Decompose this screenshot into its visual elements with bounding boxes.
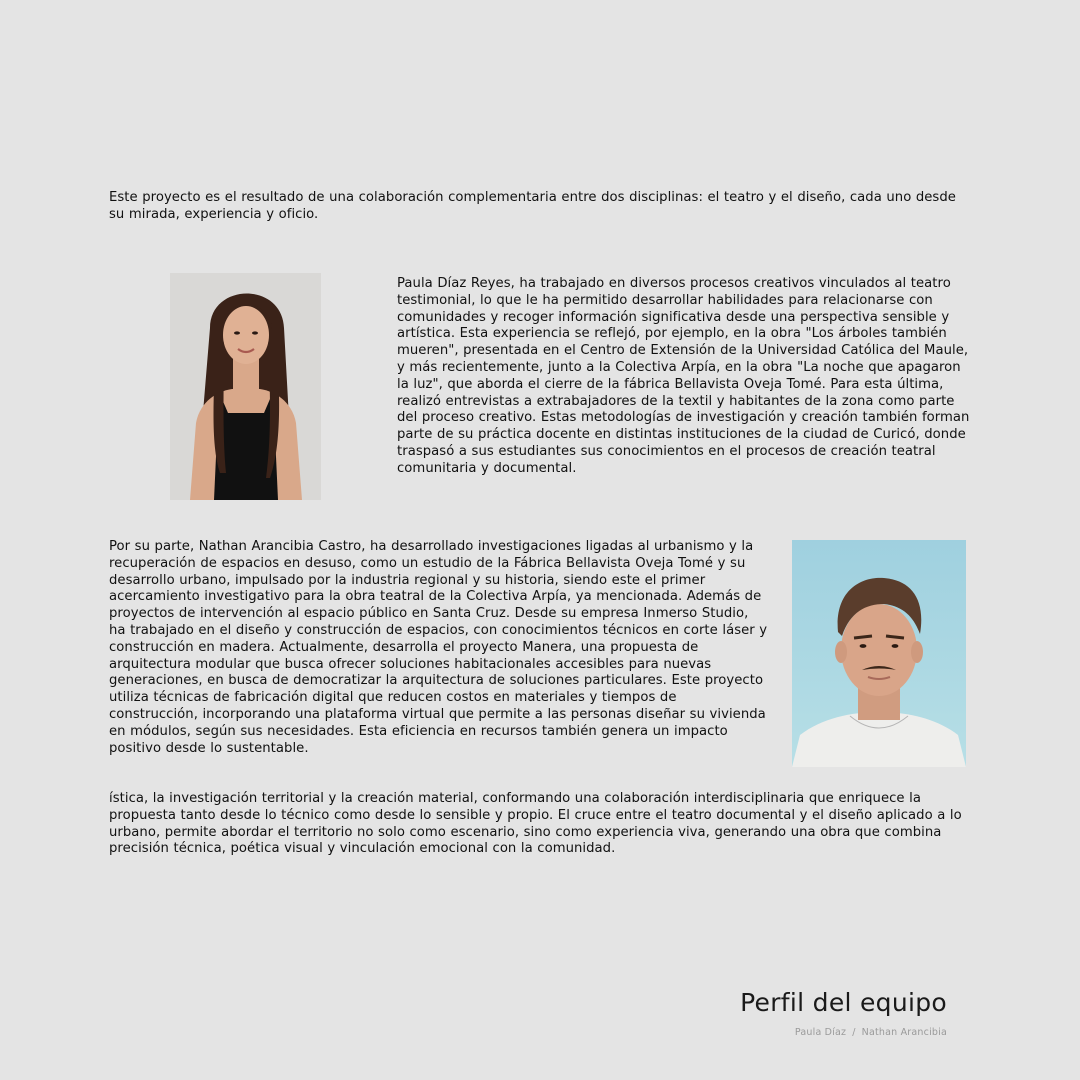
- nathan-bio-paragraph: Por su parte, Nathan Arancibia Castro, ha desarrollado investigaciones ligadas al urbanismo y la recuperación de espacios en desuso, como un estudio de la Fábrica Bellavista Oveja Tomé y su desarrollo urbano, impulsado por la industria regional y su historia, siendo este el primer acercamiento investigativo para la obra teatral de la Colectiva Arpía, ya mencionada. Además de proyectos de intervención al espacio público en Santa Cruz. Desde su empresa Inmerso Studio, ha trabajado en el diseño y construcción de espacios, con conocimientos técnicos en corte láser y construcción en madera. Actualmente, desarrolla el proyecto Manera, una propuesta de arquitectura modular que busca ofrecer soluciones habitacionales accesibles para nuevas generaciones, en busca de democratizar la arquitectura de soluciones particulares. Este proyecto utiliza técnicas de fabricación digital que reducen costos en materiales y tiempos de construcción, incorporando una plataforma virtual que permite a las personas diseñar su vivienda en módulos, según sus necesidades. Esta eficiencia en recursos también genera un impacto positivo desde lo sustentable.: [109, 539, 768, 756]
- name-separator: /: [852, 1027, 856, 1038]
- nathan-portrait-photo: [792, 540, 966, 767]
- paula-portrait-photo: [170, 273, 321, 500]
- paula-bio-paragraph: Paula Díaz Reyes, ha trabajado en diversos procesos creativos vinculados al teatro testimonial, lo que le ha permitido desarrollar habilidades para relacionarse con comunidades y recoger información significativa desde una perspectiva sensible y artística. Esta experiencia se reflejó, por ejemplo, en la obra "Los árboles también mueren", presentada en el Centro de Extensión de la Universidad Católica del Maule, y más recientemente, junto a la Colectiva Arpía, en la obra "La noche que apagaron la luz", que aborda el cierre de la fábrica Bellavista Oveja Tomé. Para esta última, realizó entrevistas a extrabajadores de la textil y habitantes de la zona como parte del proceso creativo. Estas metodologías de investigación y creación también forman parte de su práctica docente en distintas instituciones de la ciudad de Curicó, donde traspasó a sus estudiantes sus conocimientos en el procesos de creación teatral comunitaria y documental.: [397, 276, 970, 476]
- team-names-caption: [795, 1027, 947, 1038]
- intro-paragraph: Este proyecto es el resultado de una colaboración complementaria entre dos disciplinas: el teatro y el diseño, cada uno desde su mirada, experiencia y oficio.: [109, 190, 956, 222]
- paula-portrait-illustration: [170, 273, 321, 500]
- nathan-portrait-illustration: [792, 540, 966, 767]
- team-name-paula: Paula Díaz: [794, 1027, 847, 1038]
- section-title: Perfil del equipo: [740, 988, 947, 1017]
- closing-paragraph: ística, la investigación territorial y la creación material, conformando una colaboración interdisciplinaria que enriquece la propuesta tanto desde lo técnico como desde lo sensible y propio. El cruce entre el teatro documental y el diseño aplicado a lo urbano, permite abordar el territorio no solo como escenario, sino como experiencia viva, generando una obra que combina precisión técnica, poética visual y vinculación emocional con la comunidad.: [109, 791, 962, 857]
- team-name-nathan: Nathan Arancibia: [861, 1027, 947, 1038]
